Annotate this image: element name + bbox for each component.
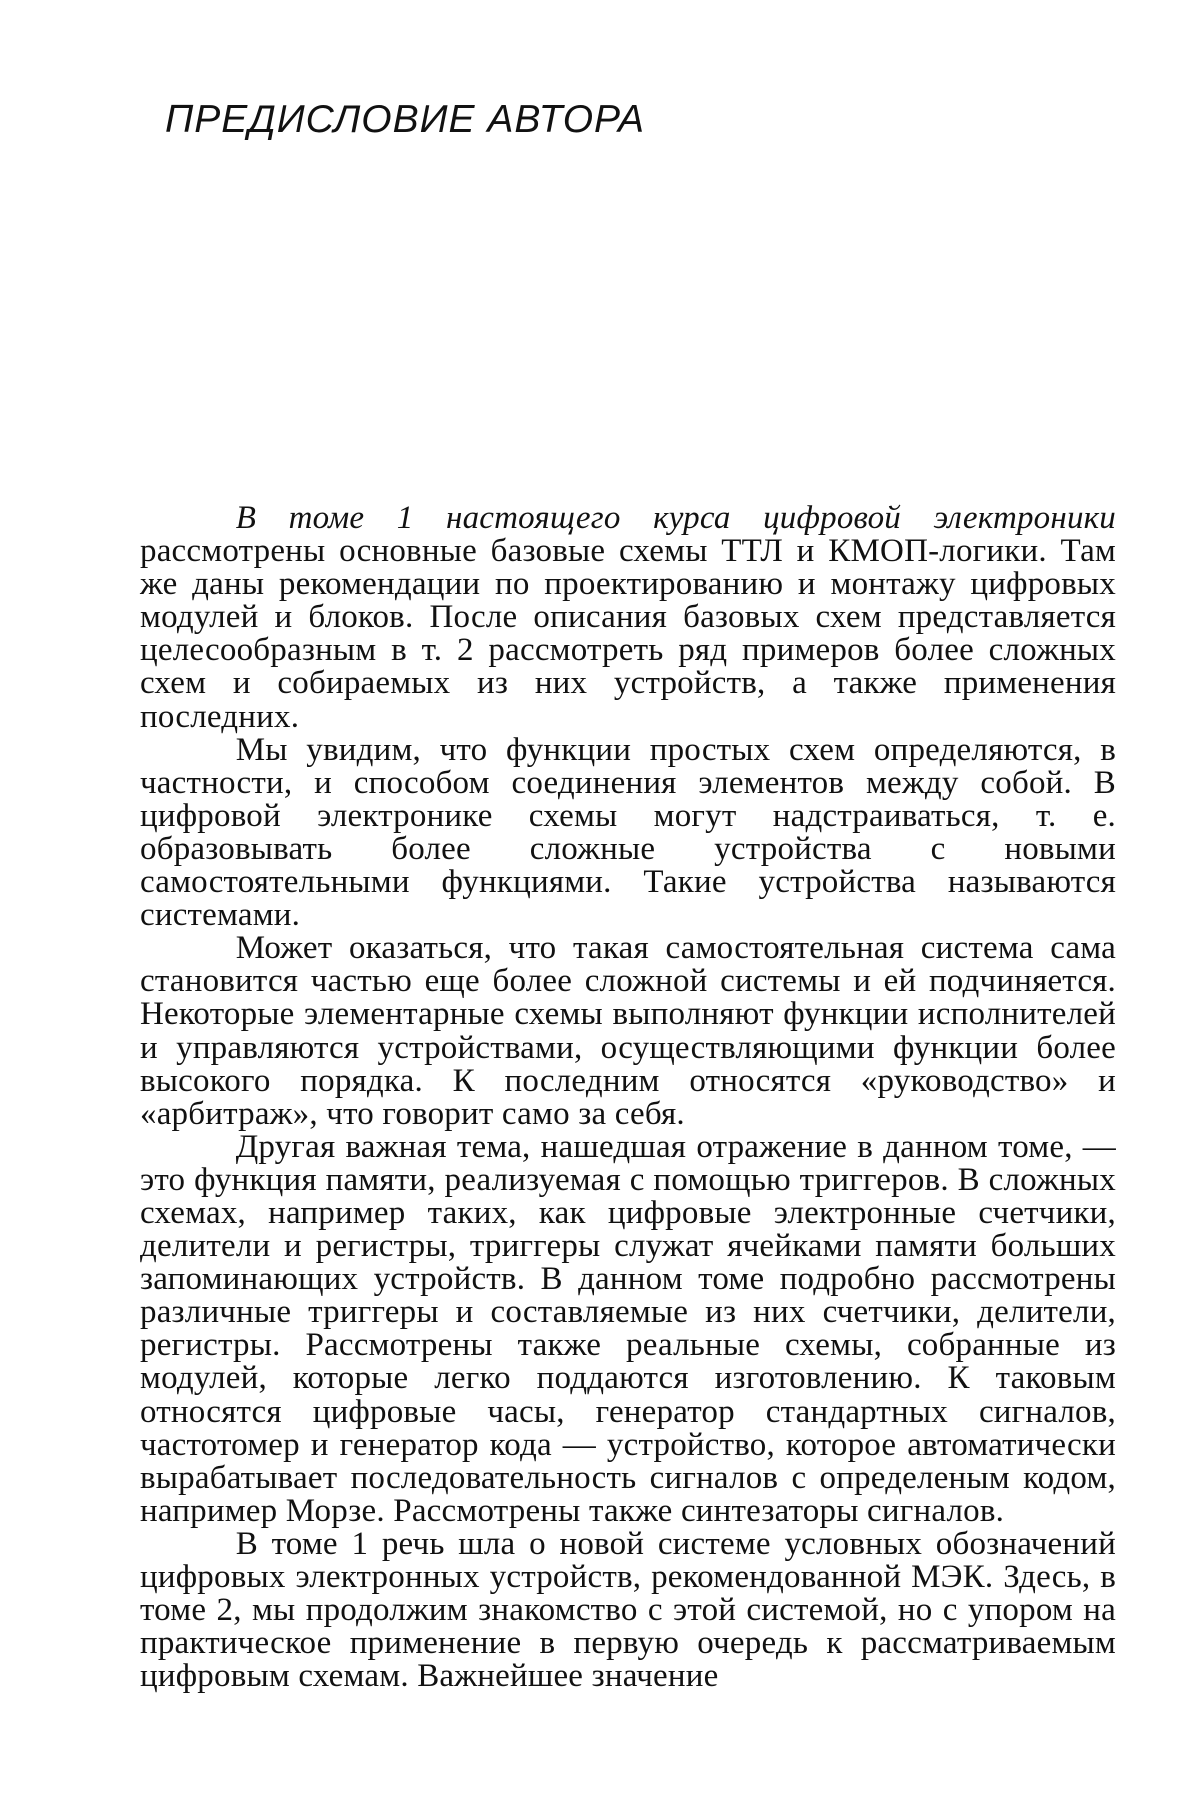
paragraph-1	[140, 502, 1116, 734]
paragraph-2: Мы увидим, что функции простых схем определяются, в частности, и способом соединения элементов между собой. В цифровой электронике схемы могут надстраиваться, т. е. образовывать более сложные устройства с новыми самостоятельными функциями. Такие устройства называются системами.	[140, 731, 1116, 934]
chapter-heading: ПРЕДИСЛОВИЕ АВТОРА	[165, 98, 646, 141]
paragraph-4: Другая важная тема, нашедшая отражение в данном томе, — это функция памяти, реализуемая с помощью триггеров. В сложных схемах, например таких, как цифровые электронные счетчики, делители и регистры, триггеры служат ячейками памяти больших запоминающих устройств. В данном томе подробно рассмотрены различные триггеры и составляемые из них счетчики, делители, регистры. Рассмотрены также реальные схемы, собранные из модулей, которые легко поддаются изготовлению. К таковым относятся цифровые часы, генератор стандартных сигналов, частотомер и генератор кода — устройство, которое автоматически вырабатывает последовательность сигналов с определеным кодом, например Морзе. Рассмотрены также синтезаторы сигналов.	[140, 1128, 1116, 1529]
paragraph-1-italic-lead: В томе 1 настоящего курса цифровой электроники	[235, 500, 1116, 536]
paragraph-5: В томе 1 речь шла о новой системе условных обозначений цифровых электронных устройств, рекомендованной МЭК. Здесь, в томе 2, мы продолжим знакомство с этой системой, но с упором на практическое применение в первую очередь к рассматриваемым цифровым схемам. Важнейшее значение	[140, 1525, 1116, 1695]
paragraph-1-text: рассмотрены основные базовые схемы ТТЛ и КМОП-логики. Там же даны рекомендации по проектированию и монтажу цифровых модулей и блоков. После описания базовых схем представляется целесообразным в т. 2 рассмотреть ряд примеров более сложных схем и собираемых из них устройств, а также применения последних.	[140, 533, 1116, 735]
preface-body	[140, 502, 1116, 1693]
paragraph-3: Может оказаться, что такая самостоятельная система сама становится частью еще более сложной системы и ей подчиняется. Некоторые элементарные схемы выполняют функции исполнителей и управляются устройствами, осуществляющими функции более высокого порядка. К последним относятся «руководство» и «арбитраж», что говорит само за себя.	[140, 930, 1116, 1132]
